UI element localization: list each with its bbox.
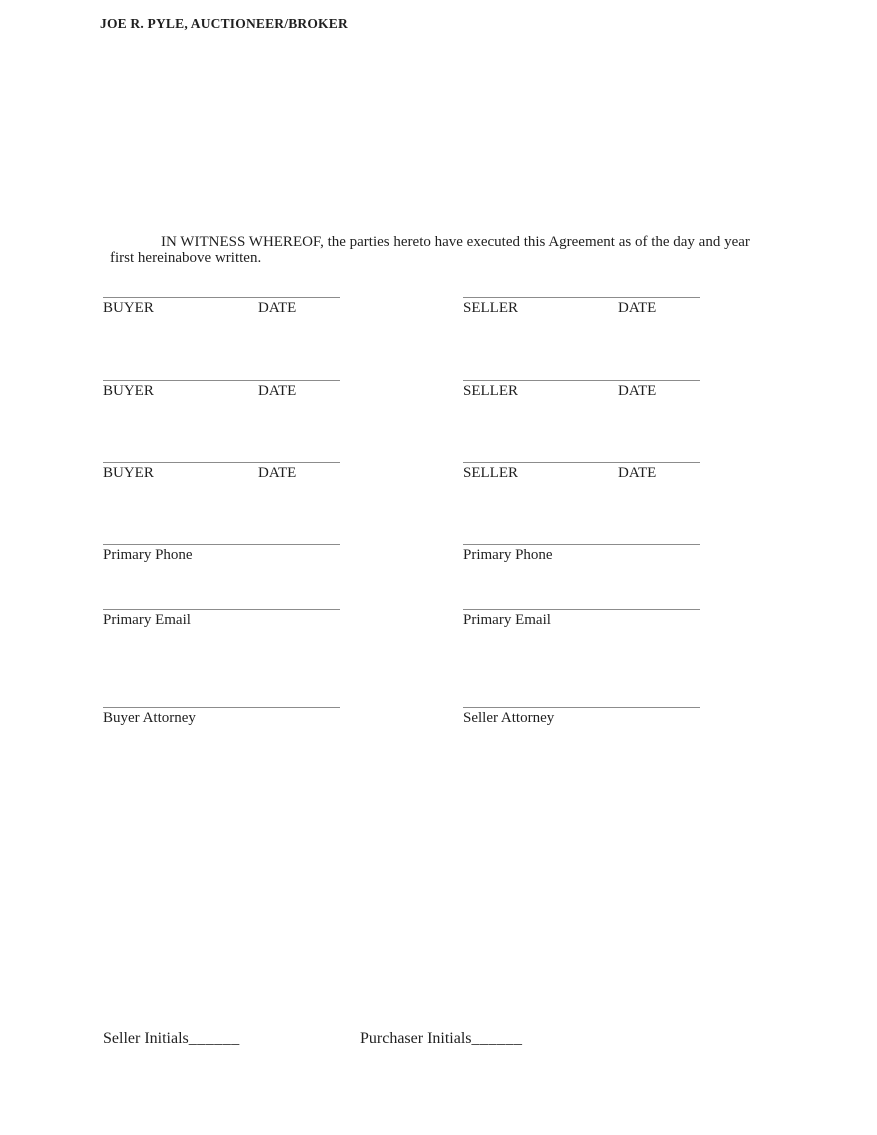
signature-row (0, 462, 877, 502)
date-label: DATE (618, 465, 657, 481)
contact-row (0, 707, 877, 747)
buyer-attorney-block (103, 707, 340, 727)
page-header: JOE R. PYLE, AUCTIONEER/BROKER (100, 16, 348, 31)
fill-in-line (463, 707, 700, 708)
buyer-signature-block (103, 462, 340, 482)
buyer-label: BUYER (103, 383, 154, 399)
buyer-email-block (103, 609, 340, 629)
seller-label: SELLER (463, 300, 518, 316)
purchaser-initials (360, 1030, 523, 1048)
primary-email-label: Primary Email (103, 612, 191, 628)
date-label: DATE (618, 300, 657, 316)
seller-signature-block (463, 297, 700, 317)
primary-email-label: Primary Email (463, 612, 551, 628)
fill-in-line (463, 544, 700, 545)
contact-row (0, 544, 877, 584)
fill-in-line (103, 707, 340, 708)
signature-row (0, 297, 877, 337)
buyer-label: BUYER (103, 465, 154, 481)
date-label: DATE (618, 383, 657, 399)
seller-initials-blank-line: ______ (188, 1030, 240, 1047)
signature-row (0, 380, 877, 420)
seller-attorney-block (463, 707, 700, 727)
signature-line (103, 297, 340, 298)
purchaser-initials-label: Purchaser Initials (360, 1030, 472, 1047)
seller-email-block (463, 609, 700, 629)
fill-in-line (103, 609, 340, 610)
signature-line (463, 297, 700, 298)
contact-row (0, 609, 877, 649)
seller-initials-label: Seller Initials (103, 1030, 189, 1047)
signature-line (463, 380, 700, 381)
purchaser-initials-blank-line: ______ (471, 1030, 523, 1047)
seller-attorney-label: Seller Attorney (463, 710, 555, 726)
seller-signature-block (463, 462, 700, 482)
signature-line (103, 380, 340, 381)
primary-phone-label: Primary Phone (463, 547, 553, 563)
buyer-label: BUYER (103, 300, 154, 316)
buyer-signature-block (103, 297, 340, 317)
date-label: DATE (258, 300, 297, 316)
fill-in-line (103, 544, 340, 545)
primary-phone-label: Primary Phone (103, 547, 193, 563)
seller-initials (103, 1030, 240, 1048)
seller-signature-block (463, 380, 700, 400)
signature-line (103, 462, 340, 463)
witness-paragraph: IN WITNESS WHEREOF, the parties hereto have executed this Agreement as of the day and year first hereinabove written. (110, 234, 750, 266)
buyer-signature-block (103, 380, 340, 400)
seller-phone-block (463, 544, 700, 564)
seller-label: SELLER (463, 383, 518, 399)
seller-label: SELLER (463, 465, 518, 481)
signature-line (463, 462, 700, 463)
fill-in-line (463, 609, 700, 610)
buyer-phone-block (103, 544, 340, 564)
buyer-attorney-label: Buyer Attorney (103, 710, 196, 726)
date-label: DATE (258, 465, 297, 481)
date-label: DATE (258, 383, 297, 399)
